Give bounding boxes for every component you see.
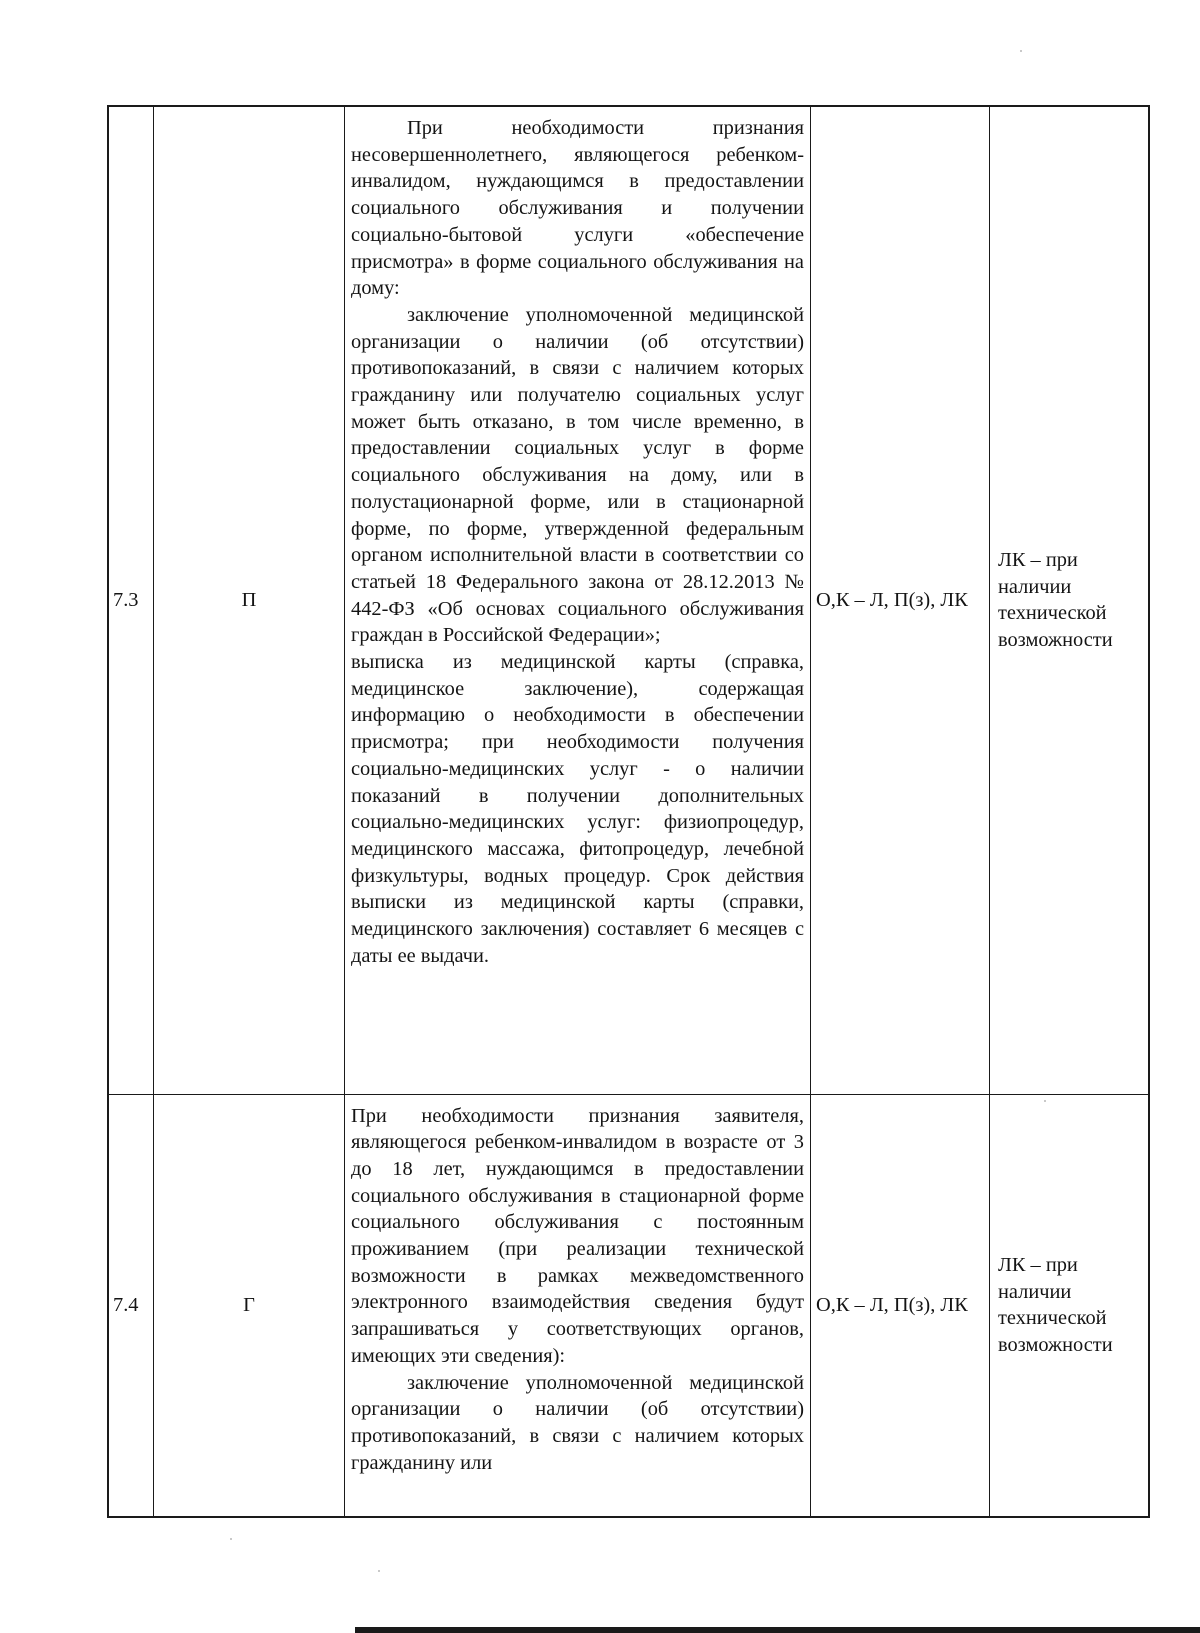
scan-edge-shadow xyxy=(355,1627,1200,1633)
personal-account-cell xyxy=(990,106,1150,1094)
table-row xyxy=(108,106,1149,1094)
document-paragraph: При необходимости признания заявителя, являющегося ребенком-инвалидом в возрасте от 3 до 18 лет, нуждающимся в предоставлении социального обслуживания в стационарной форме социального обслуживания с постоянным проживанием (при реализации технической возможности в рамках межведомственного электронного взаимодействия сведения будут запрашиваться у соответствующих органов, имеющих эти сведения): xyxy=(351,1104,804,1367)
row-number: 7.3 xyxy=(113,588,139,611)
scan-speck xyxy=(1044,1100,1046,1102)
document-paragraph: При необходимости признания несовершеннолетнего, являющегося ребенком-инвалидом, нуждающимся в предоставлении социального обслуживания и получении социально-бытовой услуги «обеспечение присмотра» в форме социального обслуживания на дому: xyxy=(351,117,804,300)
category-code: П xyxy=(241,588,257,611)
category-cell xyxy=(154,106,345,1094)
submission-form-cell xyxy=(811,106,990,1094)
submission-form: О,К – Л, П(з), ЛК xyxy=(816,1293,968,1316)
scan-speck xyxy=(378,1570,380,1572)
category-code: Г xyxy=(243,1293,255,1316)
personal-account-note: ЛК – при наличии технической возможности xyxy=(998,1253,1113,1356)
scan-speck xyxy=(1020,50,1022,52)
row-number: 7.4 xyxy=(113,1293,139,1316)
row-number-cell xyxy=(108,1094,154,1517)
submission-form: О,К – Л, П(з), ЛК xyxy=(816,588,968,611)
row-number-cell xyxy=(108,106,154,1094)
table-row xyxy=(108,1094,1149,1517)
document-cell xyxy=(345,1094,811,1517)
document-paragraph: заключение уполномоченной медицинской организации о наличии (об отсутствии) противопоказаний, в связи с наличием которых гражданину или получателю социальных услуг может быть отказано, в том числе временно, в предоставлении социальных услуг в форме социального обслуживания на дому, или в полустационарной форме, или в стационарной форме, по форме, утвержденной федеральным органом исполнительной власти в соответствии со статьей 18 Федерального закона от 28.12.2013 № 442-ФЗ «Об основах социального обслуживания граждан в Российской Федерации»; xyxy=(351,303,804,647)
scan-speck xyxy=(230,1538,232,1540)
services-table xyxy=(107,105,1150,1518)
document-paragraph: выписка из медицинской карты (справка, медицинское заключение), содержащая информацию о необходимости в обеспечении присмотра; при необходимости получения социально-медицинских услуг - о наличии показаний в получении дополнительных социально-медицинских услуг: физиопроцедур, медицинского массажа, фитопроцедур, лечебной физкультуры, водных процедур. Срок действия выписки из медицинской карты (справки, медицинского заключения) составляет 6 месяцев с даты ее выдачи. xyxy=(351,651,804,967)
document-cell xyxy=(345,106,811,1094)
personal-account-note: ЛК – при наличии технической возможности xyxy=(998,548,1113,651)
submission-form-cell xyxy=(811,1094,990,1517)
personal-account-cell xyxy=(990,1094,1150,1517)
document-paragraph: заключение уполномоченной медицинской организации о наличии (об отсутствии) противопоказаний, в связи с наличием которых гражданину или xyxy=(351,1371,804,1474)
category-cell xyxy=(154,1094,345,1517)
